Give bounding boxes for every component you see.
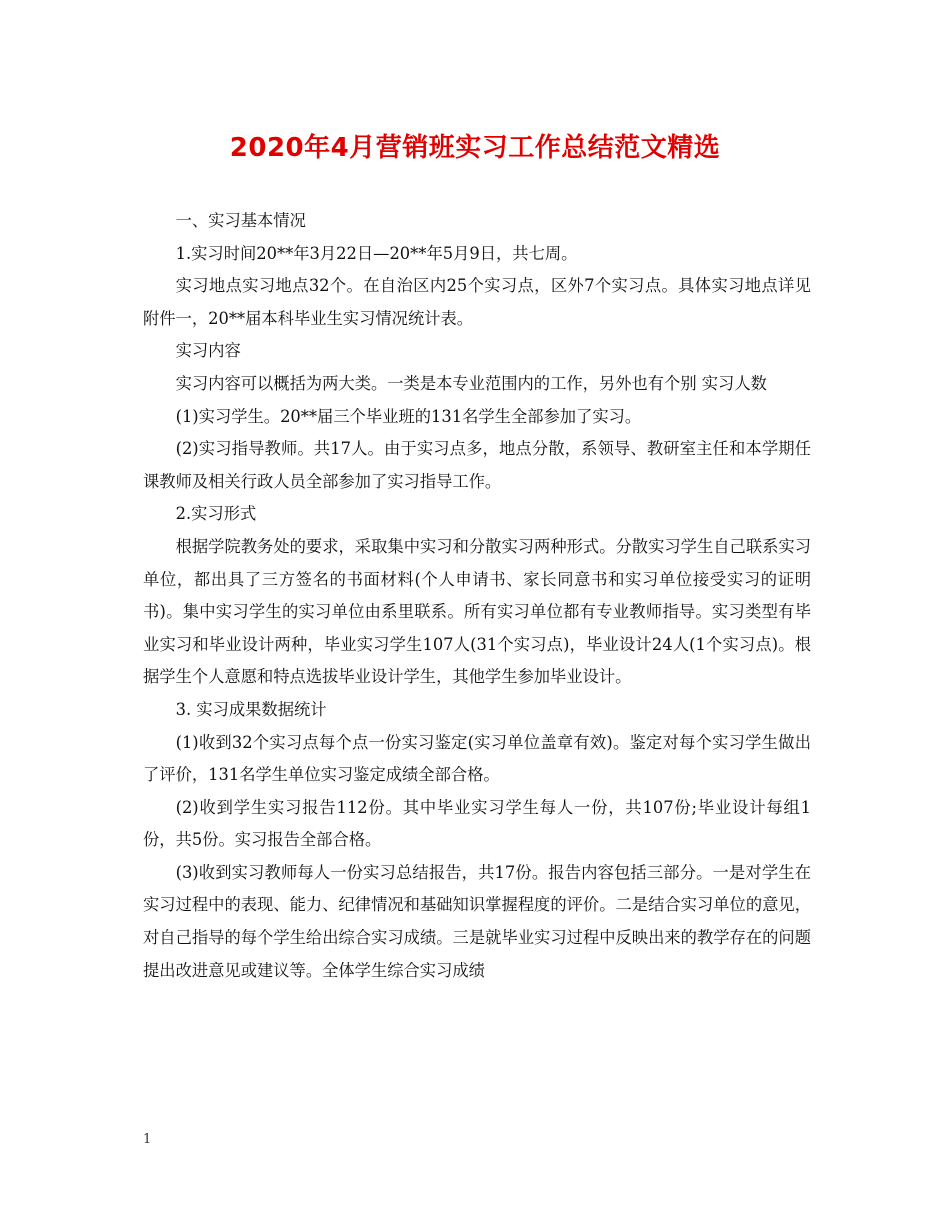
paragraph: 实习内容可以概括为两大类。一类是本专业范围内的工作，另外也有个别 实习人数 — [175, 373, 767, 393]
paragraph: 根据学院教务处的要求，采取集中实习和分散实习两种形式。分散实习学生自己联系实习单位，都出具了三方签名的书面材料(个人申请书、家长同意书和实习单位接受实习的证明书)。集中实习学生的实习单位由系里联系。所有实习单位都有专业教师指导。实习类型有毕业实习和毕业设计两种，毕业实习学生107人(31个实习点)，毕业设计24人(1个实习点)。根据学生个人意愿和特点选拔毕业设计学生，其他学生参加毕业设计。 — [143, 536, 811, 687]
paragraph: (2)收到学生实习报告112份。其中毕业实习学生每人一份，共107份;毕业设计每组1份，共5份。实习报告全部合格。 — [143, 797, 811, 850]
paragraph: 1.实习时间20**年3月22日—20**年5月9日，共七周。 — [175, 243, 578, 263]
paragraph: 一、实习基本情况 — [175, 211, 306, 230]
paragraph: (3)收到实习教师每人一份实习总结报告，共17份。报告内容包括三部分。一是对学生在实习过程中的表现、能力、纪律情况和基础知识掌握程度的评价。二是结合实习单位的意见，对自己指导的每个学生给出综合实习成绩。三是就毕业实习过程中反映出来的教学存在的问题提出改进意见或建议等。全体学生综合实习成绩 — [143, 862, 811, 980]
paragraph: 3. 实习成果数据统计 — [175, 699, 327, 719]
paragraph: 实习地点实习地点32个。在自治区内25个实习点，区外7个实习点。具体实习地点详见附件一，20**届本科毕业生实习情况统计表。 — [143, 276, 811, 328]
paragraph: 实习内容 — [175, 341, 241, 361]
document-title: 2020年4月营销班实习工作总结范文精选 — [229, 133, 721, 163]
paragraph: (2)实习指导教师。共17人。由于实习点多，地点分散，系领导、教研室主任和本学期任课教师及相关行政人员全部参加了实习指导工作。 — [143, 439, 811, 491]
paragraph: (1)实习学生。20**届三个毕业班的131名学生全部参加了实习。 — [175, 406, 642, 426]
paragraph: 2.实习形式 — [175, 504, 257, 524]
paragraph: (1)收到32个实习点每个点一份实习鉴定(实习单位盖章有效)。鉴定对每个实习学生做出了评价，131名学生单位实习鉴定成绩全部合格。 — [143, 732, 811, 785]
page-number: 1 — [143, 1132, 152, 1147]
document-body — [143, 205, 811, 987]
